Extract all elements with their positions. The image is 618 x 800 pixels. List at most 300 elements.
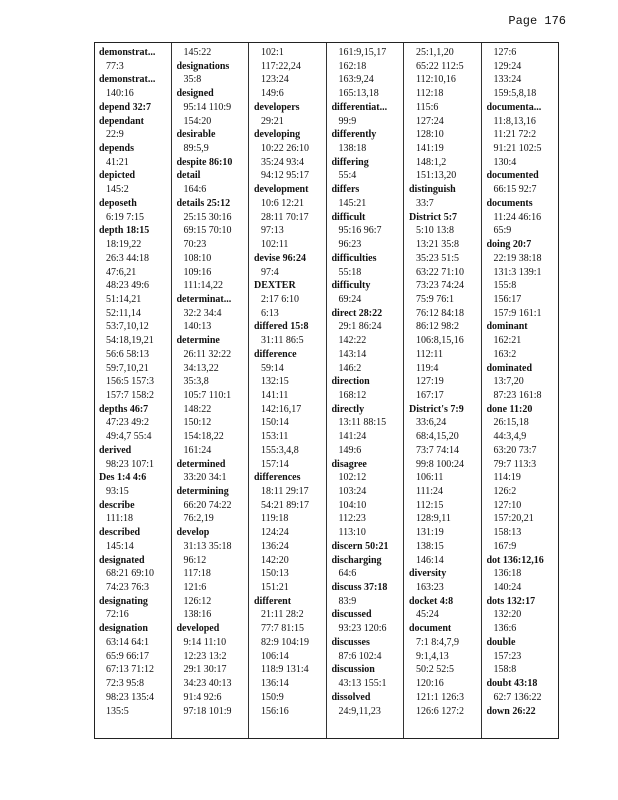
index-term: develop	[176, 527, 210, 539]
index-page-reference: 68:21 69:10	[106, 568, 155, 580]
index-page-reference: 108:10	[183, 252, 212, 264]
index-page-reference: 145:2	[106, 184, 129, 196]
index-page-reference: 114:19	[493, 472, 521, 484]
index-page-reference: 63:14 64:1	[106, 636, 150, 648]
index-page-reference: 11:21 72:2	[493, 129, 537, 141]
index-page-reference: 162:21	[493, 335, 522, 347]
index-page-reference: 96:23	[338, 239, 362, 251]
index-page-reference: 35:3,8	[183, 376, 209, 388]
index-page-reference: 154:18,22	[183, 431, 224, 443]
index-page-reference: 128:10	[416, 129, 444, 141]
index-page-reference: 93:23 120:6	[338, 623, 387, 635]
index-page-reference: 48:23 49:6	[106, 280, 150, 292]
index-page-reference: 35:8	[183, 74, 202, 86]
index-term: discusses	[331, 636, 370, 648]
index-page-reference: 72:16	[106, 609, 129, 621]
index-page-reference: 155:8	[493, 280, 517, 292]
index-term: document	[409, 623, 452, 635]
index-page-reference: 136:18	[493, 568, 522, 580]
index-page-reference: 83:9	[338, 595, 357, 607]
index-page-reference: 126:2	[493, 486, 517, 497]
index-page-reference: 140:24	[493, 582, 522, 594]
index-page-reference: 29:1 86:24	[338, 321, 382, 333]
index-page-reference: 112:18	[416, 88, 444, 100]
index-page-reference: 82:9 104:19	[261, 636, 310, 648]
index-term: done 11:20	[486, 403, 533, 415]
index-page-reference: 74:23 76:3	[106, 582, 150, 594]
index-page-reference: 103:24	[338, 486, 367, 497]
index-page-reference: 79:7 113:3	[493, 458, 537, 470]
index-page-reference: 124:24	[261, 527, 289, 539]
index-page-reference: 33:7	[416, 197, 434, 209]
index-page-reference: 112:10,16	[416, 74, 456, 86]
index-term: difference	[254, 348, 297, 360]
index-page-reference: 161:24	[183, 444, 212, 456]
index-term: disagree	[331, 458, 367, 470]
index-page-reference: 91:21 102:5	[493, 143, 542, 155]
index-term: depicted	[99, 170, 136, 182]
index-page-reference: 155:3,4,8	[261, 444, 299, 456]
index-page-reference: 126:12	[183, 595, 212, 607]
index-term: District's 7:9	[409, 403, 464, 415]
index-page-reference: 165:13,18	[338, 88, 379, 100]
index-page-reference: 121:1 126:3	[416, 691, 465, 703]
index-page-reference: 26:15,18	[493, 417, 529, 429]
index-page-reference: 151:13,20	[416, 170, 457, 182]
index-page-reference: 157:14	[261, 458, 289, 470]
index-page-reference: 73:7 74:14	[416, 444, 460, 456]
index-page-reference: 87:6 102:4	[338, 650, 382, 662]
index-page-reference: 168:12	[338, 389, 367, 401]
index-page-reference: 28:11 70:17	[261, 211, 309, 223]
index-term: doubt 43:18	[486, 678, 538, 690]
index-page-reference: 76:12 84:18	[416, 307, 465, 319]
index-page-reference: 86:12 98:2	[416, 321, 460, 333]
index-page-reference: 77:7 81:15	[261, 623, 305, 635]
index-term: dissolved	[331, 691, 371, 703]
index-page-reference: 132:20	[493, 609, 522, 621]
index-page-reference: 163:23	[416, 582, 444, 594]
page-number: Page 176	[508, 14, 566, 28]
index-page-reference: 138:16	[183, 609, 212, 621]
index-term: development	[254, 184, 309, 196]
index-page-reference: 138:18	[338, 143, 367, 155]
index-page-reference: 55:18	[338, 266, 362, 278]
index-page-reference: 9:1,4,13	[416, 650, 449, 662]
index-term: direct 28:22	[331, 307, 383, 319]
index-page-reference: 47:6,21	[106, 266, 137, 278]
index-page-reference: 150:14	[261, 417, 289, 429]
index-page-reference: 148:22	[183, 403, 212, 415]
index-page-reference: 119:18	[261, 513, 289, 525]
index-page-reference: 157:7 158:2	[106, 389, 155, 401]
index-page-reference: 49:4,7 55:4	[106, 431, 152, 443]
index-page-reference: 13:21 35:8	[416, 239, 460, 251]
index-term: differed 15:8	[254, 321, 309, 333]
index-page-reference: 102:11	[261, 239, 289, 251]
index-page-reference: 95:14 110:9	[183, 101, 232, 113]
index-term: desirable	[176, 129, 216, 141]
index-page-reference: 93:15	[106, 486, 129, 497]
index-term: discussion	[331, 664, 375, 676]
index-term: described	[99, 527, 141, 539]
index-page-reference: 98:23 107:1	[106, 458, 155, 470]
index-term: difficulty	[331, 280, 371, 292]
index-page-reference: 87:23 161:8	[493, 389, 542, 401]
word-index-table	[94, 42, 559, 739]
index-term: discharging	[331, 554, 382, 566]
index-term: differences	[254, 472, 301, 484]
index-page-reference: 142:16,17	[261, 403, 302, 415]
index-page-reference: 164:6	[183, 184, 207, 196]
index-page-reference: 99:9	[338, 115, 357, 127]
index-term: dominant	[486, 321, 528, 333]
index-page-reference: 55:4	[338, 170, 357, 182]
index-page-reference: 167:9	[493, 540, 517, 552]
index-column-6	[481, 43, 559, 738]
index-page-reference: 141:11	[261, 389, 289, 401]
index-term: designations	[176, 60, 230, 72]
index-page-reference: 35:24 93:4	[261, 156, 305, 168]
index-term: deposeth	[99, 197, 137, 209]
index-term: differently	[331, 129, 377, 141]
index-page-reference: 72:3 95:8	[106, 678, 145, 690]
index-page-reference: 146:2	[338, 362, 362, 374]
index-page-reference: 106:14	[261, 650, 289, 662]
index-term: developing	[254, 129, 301, 141]
index-page-reference: 112:11	[416, 348, 444, 360]
index-page-reference: 156:16	[261, 705, 289, 717]
index-term: derived	[99, 444, 132, 456]
index-page-reference: 13:11 88:15	[338, 417, 387, 429]
index-term: different	[254, 595, 292, 607]
index-term: directly	[331, 403, 365, 415]
index-page-reference: 18:19,22	[106, 239, 142, 251]
index-column-1	[95, 43, 171, 738]
index-page-reference: 112:23	[338, 513, 366, 525]
index-page-reference: 141:24	[338, 431, 367, 443]
index-term: depth 18:15	[99, 225, 150, 237]
index-page-reference: 145:14	[106, 540, 134, 552]
index-term: difficult	[331, 211, 366, 223]
index-page-reference: 63:22 71:10	[416, 266, 465, 278]
index-term: direction	[331, 376, 370, 388]
index-page-reference: 145:21	[338, 197, 367, 209]
index-page-reference: 106:8,15,16	[416, 335, 464, 347]
index-term: devise 96:24	[254, 252, 306, 264]
index-page-reference: 157:9 161:1	[493, 307, 542, 319]
index-page-reference: 142:22	[338, 335, 367, 347]
index-page-reference: 97:13	[261, 225, 284, 237]
index-page-reference: 54:21 89:17	[261, 499, 310, 511]
index-page-reference: 35:23 51:5	[416, 252, 460, 264]
index-page-reference: 127:24	[416, 115, 444, 127]
index-term: determine	[176, 335, 220, 347]
index-page-reference: 117:22,24	[261, 60, 301, 72]
index-page-reference: 50:2 52:5	[416, 664, 455, 676]
index-page-reference: 29:1 30:17	[183, 664, 227, 676]
index-term: Des 1:4 4:6	[99, 472, 147, 484]
index-page-reference: 91:4 92:6	[183, 691, 222, 703]
index-page-reference: 157:23	[493, 650, 522, 662]
index-term: dot 136:12,16	[486, 554, 544, 566]
index-page-reference: 10:22 26:10	[261, 143, 310, 155]
index-page-reference: 113:10	[338, 527, 366, 539]
index-page-reference: 157:20,21	[493, 513, 534, 525]
index-page-reference: 111:24	[416, 486, 444, 497]
index-page-reference: 47:23 49:2	[106, 417, 150, 429]
index-page-reference: 136:24	[261, 540, 289, 552]
index-page-reference: 63:20 73:7	[493, 444, 537, 456]
index-page-reference: 29:21	[261, 115, 284, 127]
index-page-reference: 146:14	[416, 554, 444, 566]
index-page-reference: 95:16 96:7	[338, 225, 382, 237]
index-column-4	[326, 43, 404, 738]
index-page-reference: 13:7,20	[493, 376, 524, 388]
index-page-reference: 68:4,15,20	[416, 431, 459, 443]
index-page-reference: 162:18	[338, 60, 367, 72]
index-page-reference: 118:9 131:4	[261, 664, 309, 676]
index-page-reference: 65:22 112:5	[416, 60, 464, 72]
index-page-reference: 156:17	[493, 293, 522, 305]
index-term: District 5:7	[409, 211, 458, 223]
index-term: down 26:22	[486, 705, 536, 717]
index-page-reference: 120:16	[416, 678, 444, 690]
index-page-reference: 149:6	[338, 444, 362, 456]
index-term: documents	[486, 197, 533, 209]
index-page-reference: 117:18	[183, 568, 211, 580]
index-page-reference: 59:14	[261, 362, 284, 374]
index-page-reference: 143:14	[338, 348, 367, 360]
index-page-reference: 31:13 35:18	[183, 540, 232, 552]
index-page-reference: 69:15 70:10	[183, 225, 232, 237]
index-page-reference: 34:23 40:13	[183, 678, 232, 690]
index-term: differing	[331, 156, 369, 168]
index-term: differentiat...	[331, 101, 388, 113]
index-page-reference: 41:21	[106, 156, 129, 168]
index-page-reference: 119:4	[416, 362, 439, 374]
index-term: distinguish	[409, 184, 456, 196]
index-page-reference: 51:14,21	[106, 293, 142, 305]
index-page-reference: 133:24	[493, 74, 522, 86]
index-term: documented	[486, 170, 539, 182]
index-page-reference: 140:16	[106, 88, 134, 100]
index-page-reference: 65:9	[493, 225, 512, 237]
index-term: depend 32:7	[99, 101, 151, 113]
index-page-reference: 26:3 44:18	[106, 252, 150, 264]
index-column-5	[403, 43, 481, 738]
index-term: depends	[99, 143, 135, 155]
index-term: doing 20:7	[486, 239, 532, 251]
index-page-reference: 33:6,24	[416, 417, 447, 429]
index-term: despite 86:10	[176, 156, 233, 168]
index-page-reference: 22:9	[106, 129, 124, 141]
index-page-reference: 131:19	[416, 527, 444, 539]
index-page-reference: 154:20	[183, 115, 212, 127]
index-term: details 25:12	[176, 197, 231, 209]
index-column-3	[248, 43, 326, 738]
index-page-reference: 66:15 92:7	[493, 184, 537, 196]
index-column-2	[171, 43, 249, 738]
index-page-reference: 6:19 7:15	[106, 211, 145, 223]
index-page-reference: 123:24	[261, 74, 289, 86]
index-term: dots 132:17	[486, 595, 536, 607]
index-page-reference: 22:19 38:18	[493, 252, 542, 264]
index-term: developed	[176, 623, 220, 635]
index-term: developers	[254, 101, 300, 113]
index-page-reference: 135:5	[106, 705, 129, 717]
index-page-reference: 151:21	[261, 582, 289, 594]
index-page-reference: 149:6	[261, 88, 284, 100]
index-page-reference: 10:6 12:21	[261, 197, 305, 209]
index-page-reference: 97:18 101:9	[183, 705, 232, 717]
index-page-reference: 163:2	[493, 348, 517, 360]
index-page-reference: 7:1 8:4,7,9	[416, 636, 460, 648]
index-page-reference: 141:19	[416, 143, 444, 155]
index-term: demonstrat...	[99, 47, 156, 58]
index-term: discussed	[331, 609, 372, 621]
index-page-reference: 150:9	[261, 691, 284, 703]
index-page-reference: 32:2 34:4	[183, 307, 222, 319]
index-page-reference: 132:15	[261, 376, 289, 388]
index-term: determined	[176, 458, 226, 470]
index-page-reference: 59:7,10,21	[106, 362, 149, 374]
index-page-reference: 129:24	[493, 60, 522, 72]
index-term: designed	[176, 88, 214, 100]
index-page-reference: 156:5 157:3	[106, 376, 155, 388]
index-page-reference: 102:12	[338, 472, 367, 484]
index-term: docket 4:8	[409, 595, 454, 607]
index-page-reference: 150:13	[261, 568, 289, 580]
index-page-reference: 62:7 136:22	[493, 691, 542, 703]
index-page-reference: 127:10	[493, 499, 522, 511]
index-page-reference: 24:9,11,23	[338, 705, 381, 717]
index-page-reference: 33:20 34:1	[183, 472, 227, 484]
index-page-reference: 142:20	[261, 554, 289, 566]
index-page-reference: 54:18,19,21	[106, 335, 154, 347]
index-page-reference: 89:5,9	[183, 143, 209, 155]
index-page-reference: 44:3,4,9	[493, 431, 527, 443]
index-page-reference: 104:10	[338, 499, 367, 511]
index-page-reference: 2:17 6:10	[261, 293, 300, 305]
index-term: DEXTER	[254, 280, 296, 292]
index-page-reference: 66:20 74:22	[183, 499, 232, 511]
index-page-reference: 9:14 11:10	[183, 636, 227, 648]
index-page-reference: 64:6	[338, 568, 357, 580]
index-page-reference: 111:14,22	[183, 280, 224, 292]
index-term: depths 46:7	[99, 403, 149, 415]
index-page-reference: 26:11 32:22	[183, 348, 232, 360]
index-page-reference: 31:11 86:5	[261, 335, 304, 347]
index-page-reference: 105:7 110:1	[183, 389, 232, 401]
index-page-reference: 136:6	[493, 623, 517, 635]
index-page-reference: 140:13	[183, 321, 212, 333]
index-page-reference: 52:11,14	[106, 307, 141, 319]
index-page-reference: 98:23 135:4	[106, 691, 155, 703]
index-page-reference: 161:9,15,17	[338, 47, 387, 58]
index-page-reference: 70:23	[183, 239, 207, 251]
index-page-reference: 106:11	[416, 472, 444, 484]
index-page-reference: 5:10 13:8	[416, 225, 455, 237]
index-page-reference: 97:4	[261, 266, 279, 278]
index-page-reference: 136:14	[261, 678, 289, 690]
index-page-reference: 158:8	[493, 664, 517, 676]
index-page-reference: 115:6	[416, 101, 439, 113]
index-page-reference: 128:9,11	[416, 513, 451, 525]
index-page-reference: 112:15	[416, 499, 444, 511]
index-page-reference: 73:23 74:24	[416, 280, 465, 292]
index-page-reference: 121:6	[183, 582, 207, 594]
index-page-reference: 138:15	[416, 540, 444, 552]
index-page-reference: 65:9 66:17	[106, 650, 150, 662]
index-page-reference: 148:1,2	[416, 156, 447, 168]
index-columns	[95, 43, 558, 738]
index-page-reference: 159:5,8,18	[493, 88, 537, 100]
index-page-reference: 25:1,1,20	[416, 47, 454, 58]
index-page-reference: 43:13 155:1	[338, 678, 387, 690]
index-term: determinat...	[176, 293, 232, 305]
index-page-reference: 167:17	[416, 389, 444, 401]
index-page-reference: 131:3 139:1	[493, 266, 542, 278]
index-page-reference: 99:8 100:24	[416, 458, 465, 470]
index-page-reference: 153:11	[261, 431, 289, 443]
index-page-reference: 163:9,24	[338, 74, 374, 86]
index-term: designating	[99, 595, 148, 607]
index-page-reference: 127:19	[416, 376, 444, 388]
index-page-reference: 96:12	[183, 554, 207, 566]
index-term: double	[486, 636, 516, 648]
index-term: detail	[176, 170, 201, 182]
index-term: discern 50:21	[331, 540, 389, 552]
index-page-reference: 25:15 30:16	[183, 211, 232, 223]
index-term: determining	[176, 486, 229, 497]
index-page-reference: 145:22	[183, 47, 212, 58]
index-page-reference: 11:24 46:16	[493, 211, 542, 223]
index-page-reference: 127:6	[493, 47, 517, 58]
index-term: diversity	[409, 568, 447, 580]
index-page-reference: 18:11 29:17	[261, 486, 309, 497]
index-term: designation	[99, 623, 148, 635]
index-term: describe	[99, 499, 135, 511]
index-page-reference: 45:24	[416, 609, 439, 621]
index-term: dependant	[99, 115, 145, 127]
index-page-reference: 102:1	[261, 47, 284, 58]
index-term: dominated	[486, 362, 533, 374]
index-page-reference: 150:12	[183, 417, 212, 429]
index-page-reference: 11:8,13,16	[493, 115, 536, 127]
index-page-reference: 69:24	[338, 293, 362, 305]
index-page-reference: 94:12 95:17	[261, 170, 310, 182]
index-page-reference: 130:4	[493, 156, 517, 168]
index-page-reference: 53:7,10,12	[106, 321, 149, 333]
index-term: designated	[99, 554, 145, 566]
index-term: demonstrat...	[99, 74, 156, 86]
index-page-reference: 34:13,22	[183, 362, 219, 374]
index-page-reference: 6:13	[261, 307, 279, 319]
index-page-reference: 75:9 76:1	[416, 293, 455, 305]
index-term: differs	[331, 184, 360, 196]
index-page-reference: 21:11 28:2	[261, 609, 304, 621]
index-page-reference: 76:2,19	[183, 513, 214, 525]
index-page-reference: 126:6 127:2	[416, 705, 465, 717]
index-page-reference: 12:23 13:2	[183, 650, 227, 662]
index-term: difficulties	[331, 252, 377, 264]
index-page-reference: 67:13 71:12	[106, 664, 155, 676]
index-page-reference: 56:6 58:13	[106, 348, 150, 360]
index-page-reference: 109:16	[183, 266, 212, 278]
index-page-reference: 77:3	[106, 60, 124, 72]
index-term: discuss 37:18	[331, 582, 388, 594]
